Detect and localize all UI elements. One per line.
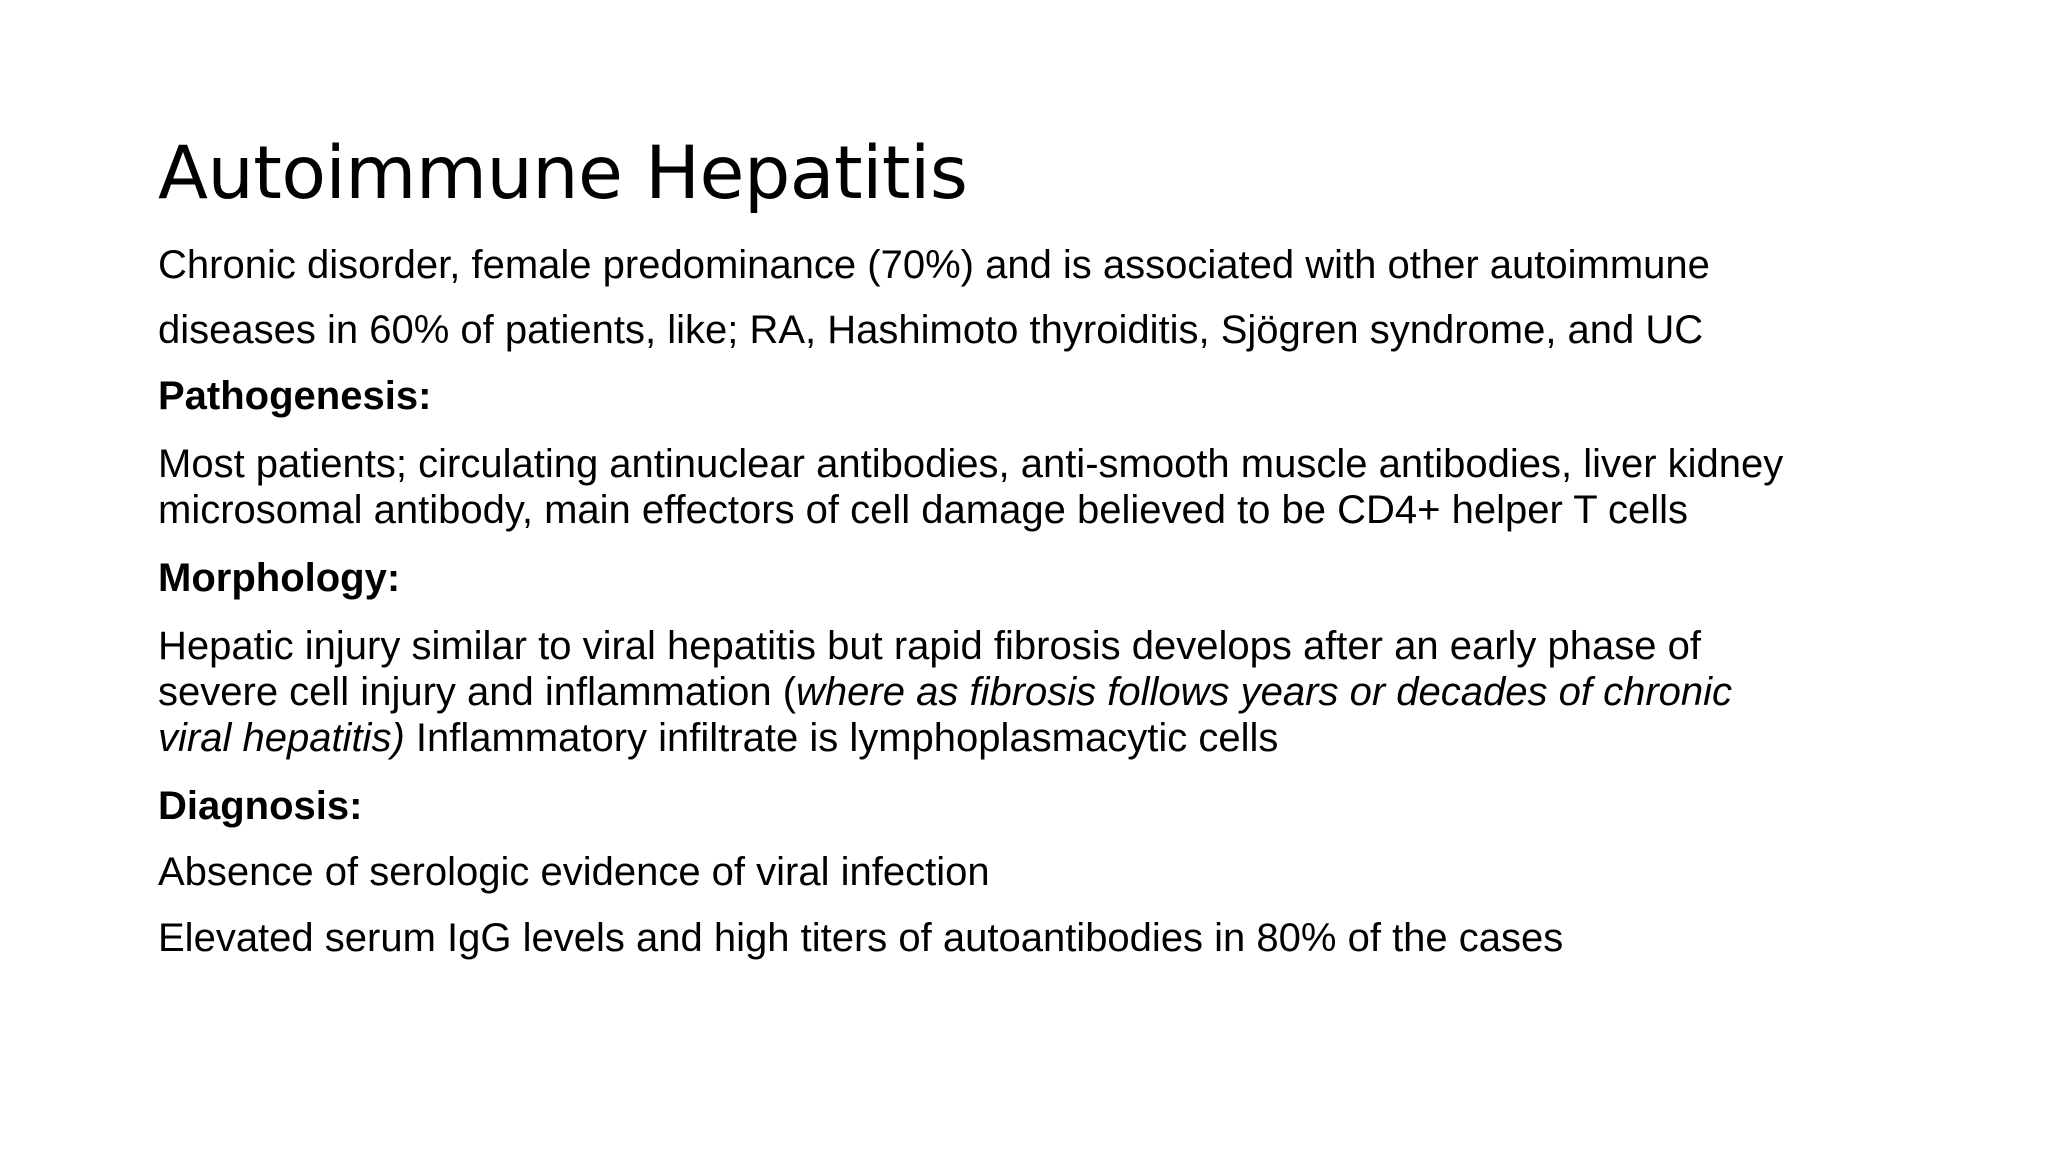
morphology-heading: Morphology:: [158, 556, 401, 600]
morphology-line-2: [158, 669, 1998, 715]
pathogenesis-line-2: microsomal antibody, main effectors of cell damage believed to be CD4+ helper T cells: [158, 488, 1689, 532]
morphology-line-2-text: severe cell injury and inflammation (: [158, 670, 797, 714]
morphology-line-3-text: Inflammatory infiltrate is lymphoplasmacytic cells: [404, 716, 1279, 760]
morphology-line-2-italic: where as fibrosis follows years or decades of chronic: [796, 670, 1733, 714]
pathogenesis-heading: Pathogenesis:: [158, 374, 432, 418]
morphology-line-3: [158, 715, 1998, 761]
diagnosis-heading: Diagnosis:: [158, 784, 363, 828]
diagnosis-item-1: Absence of serologic evidence of viral infection: [158, 850, 990, 894]
intro-line-2: diseases in 60% of patients, like; RA, Hashimoto thyroiditis, Sjögren syndrome, and UC: [158, 308, 1704, 352]
pathogenesis-line-1: Most patients; circulating antinuclear antibodies, anti-smooth muscle antibodies, liver kidney: [158, 442, 1784, 486]
intro-line-1: Chronic disorder, female predominance (70%) and is associated with other autoimmune: [158, 243, 1710, 287]
morphology-line-3-italic: viral hepatitis): [158, 716, 405, 760]
morphology-line-1: Hepatic injury similar to viral hepatitis but rapid fibrosis develops after an early phase of: [158, 624, 1701, 668]
slide-body: [158, 242, 1998, 961]
slide-title: Autoimmune Hepatitis: [158, 131, 968, 216]
diagnosis-item-2: Elevated serum IgG levels and high titers of autoantibodies in 80% of the cases: [158, 916, 1564, 960]
